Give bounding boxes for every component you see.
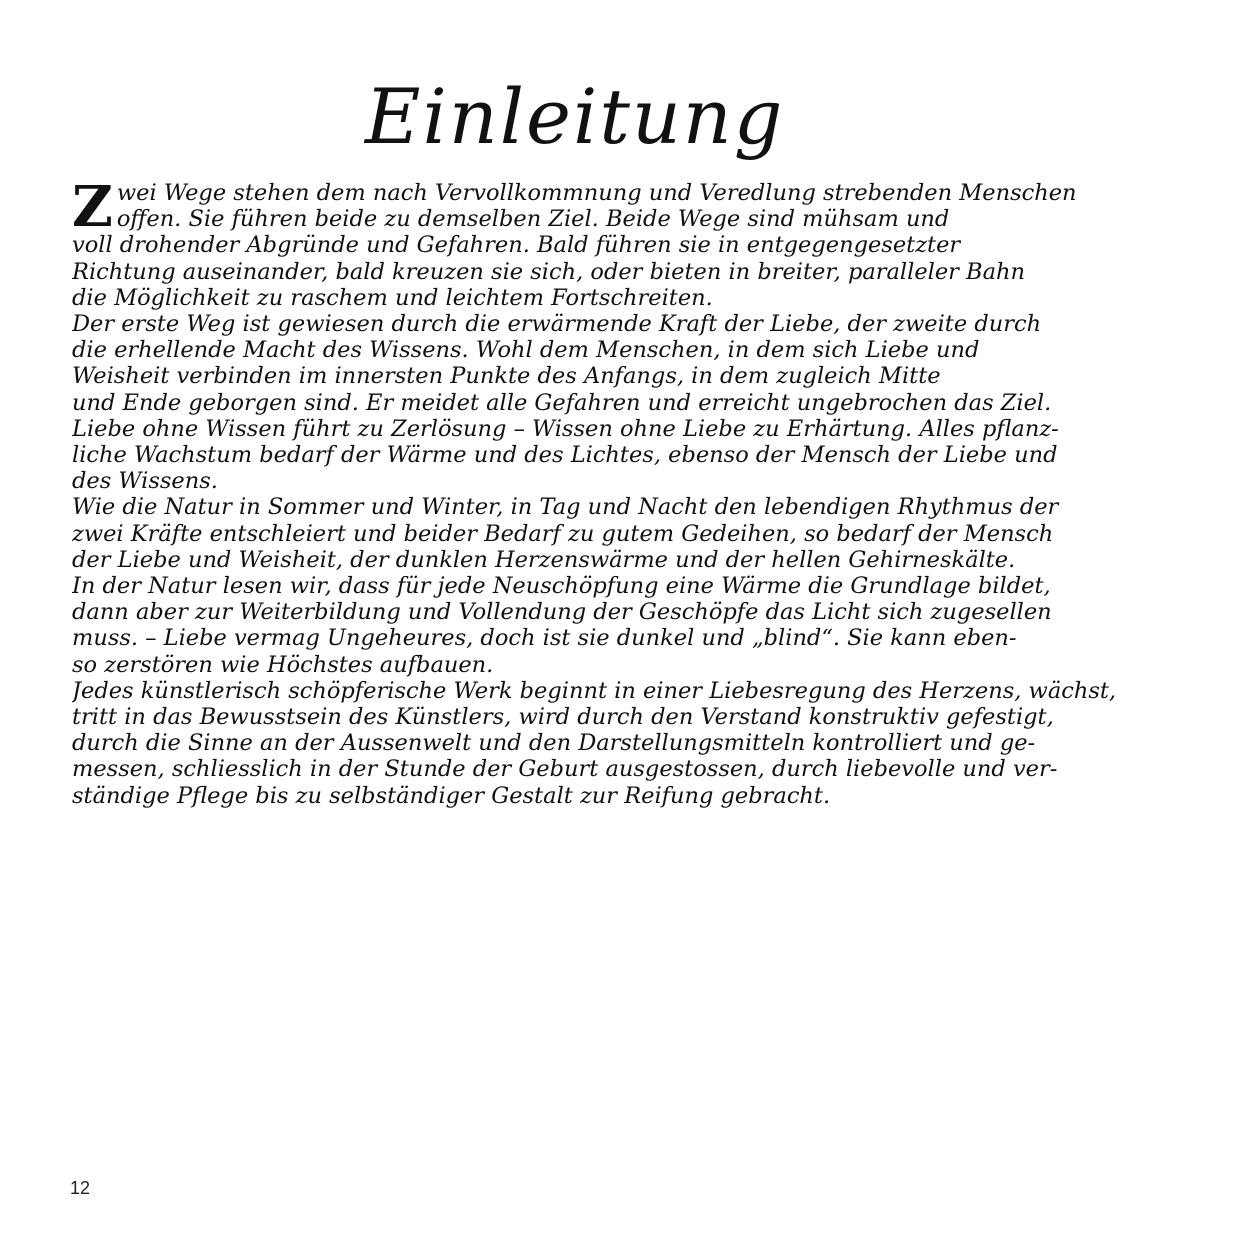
text-line: die Möglichkeit zu raschem und leichtem Fortschreiten. <box>72 284 713 311</box>
text-line: die erhellende Macht des Wissens. Wohl dem Menschen, in dem sich Liebe und <box>72 337 980 364</box>
text-line: voll drohender Abgründe und Gefahren. Bald führen sie in entgegengesetzter <box>72 232 961 259</box>
paragraph-3 <box>72 494 1132 677</box>
text-line: Richtung auseinander, bald kreuzen sie sich, oder bieten in breiter, paralleler Bahn <box>72 258 1025 285</box>
text-line: und Ende geborgen sind. Er meidet alle Gefahren und erreicht ungebrochen das Ziel. <box>72 389 1052 416</box>
text-line: Liebe ohne Wissen führt zu Zerlösung – Wissen ohne Liebe zu Erhärtung. Alles pflanz- <box>72 415 1059 442</box>
text-line: des Wissens. <box>72 468 218 495</box>
paragraph-1 <box>72 174 1132 311</box>
paragraph-2 <box>72 311 1132 494</box>
text-line: liche Wachstum bedarf der Wärme und des Lichtes, ebenso der Mensch der Liebe und <box>72 442 1058 469</box>
text-line: Weisheit verbinden im innersten Punkte des Anfangs, in dem zugleich Mitte <box>72 363 941 390</box>
text-line: In der Natur lesen wir, dass für jede Neuschöpfung eine Wärme die Grundlage bildet, <box>72 573 1051 600</box>
page-number: 12 <box>70 1178 91 1198</box>
paragraph-4 <box>72 678 1132 809</box>
body-text <box>72 174 1132 809</box>
text-line: messen, schliesslich in der Stunde der Geburt ausgestossen, durch liebevolle und ver- <box>72 756 1058 783</box>
text-line: muss. – Liebe vermag Ungeheures, doch ist sie dunkel und „blind“. Sie kann eben- <box>72 625 1017 652</box>
text-line: dann aber zur Weiterbildung und Vollendung der Geschöpfe das Licht sich zugesellen <box>72 599 1052 626</box>
text-line: offen. Sie führen beide zu demselben Ziel. Beide Wege sind mühsam und <box>116 206 950 233</box>
drop-cap: Z <box>72 174 113 240</box>
text-line: der Liebe und Weisheit, der dunklen Herzenswärme und der hellen Gehirneskälte. <box>72 546 1016 573</box>
text-line: so zerstören wie Höchstes aufbauen. <box>72 651 494 678</box>
text-line: ständige Pflege bis zu selbständiger Gestalt zur Reifung gebracht. <box>72 782 831 809</box>
page-title: Einleitung <box>365 72 785 161</box>
text-line: Wie die Natur in Sommer und Winter, in Tag und Nacht den lebendigen Rhythmus der <box>72 494 1059 521</box>
text-line: Jedes künstlerisch schöpferische Werk beginnt in einer Liebesregung des Herzens, wächst, <box>72 677 1117 704</box>
text-line: zwei Kräfte entschleiert und beider Bedarf zu gutem Gedeihen, so bedarf der Mensch <box>72 520 1054 547</box>
text-line: Der erste Weg ist gewiesen durch die erwärmende Kraft der Liebe, der zweite durch <box>72 311 1042 338</box>
text-line: wei Wege stehen dem nach Vervollkommnung und Veredlung strebenden Menschen <box>116 180 1077 206</box>
text-line: durch die Sinne an der Aussenwelt und den Darstellungsmitteln kontrolliert und ge- <box>72 730 1036 757</box>
text-line: tritt in das Bewusstsein des Künstlers, wird durch den Verstand konstruktiv gefestigt, <box>72 704 1054 731</box>
